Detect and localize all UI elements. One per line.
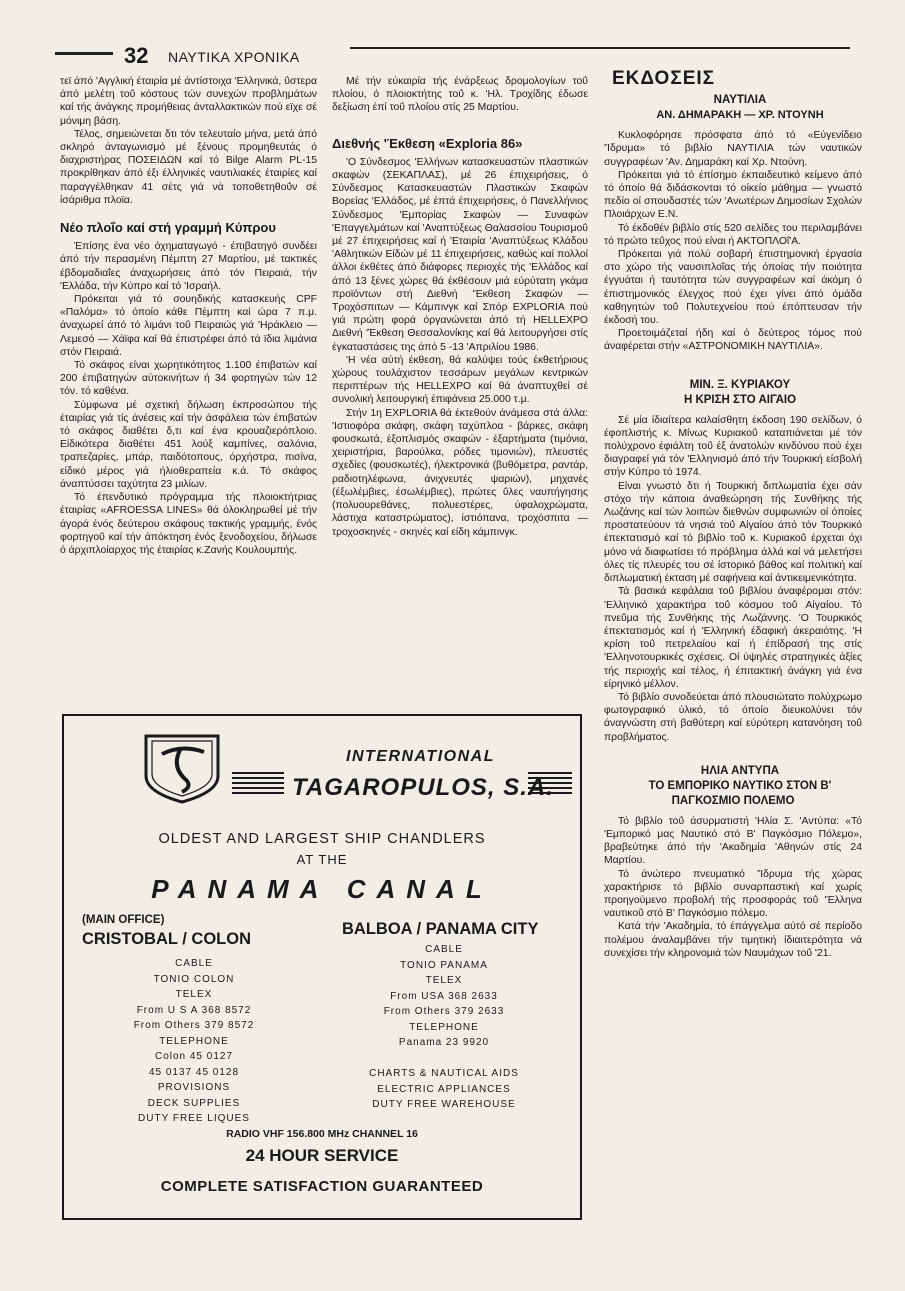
ad-right-contact	[354, 942, 534, 1113]
book-title: ΤΟ ΕΜΠΟΡΙΚΟ ΝΑΥΤΙΚΟ ΣΤΟΝ Β' ΠΑΓΚΟΣΜΙΟ ΠΟΛΕΜΟ	[648, 779, 832, 807]
column-3	[604, 68, 862, 960]
paragraph: Κατά τήν 'Ακαδημία, τό έπάγγελμα αύτό σέ περίοδο πολέμου άναλαμβάνει τήν τιμητική ίδιαιτερότητα νά συνεχίσει τήν κληρονομιά τών Ναυμάχων τοΰ '21.	[604, 921, 862, 959]
contact-line: DUTY FREE WAREHOUSE	[372, 1099, 516, 1110]
ad-radio: RADIO VHF 156.800 MHz CHANNEL 16	[226, 1128, 418, 1140]
paragraph: Μέ τήν εύκαιρία τής ένάρξεως δρομολογίων τοΰ πλοίου, ό πλοιοκτήτης τοΰ κ. 'Ηλ. Τροχίδης έδωσε δεξίωση έπί τοΰ πλοίου στίς 25 Μαρτίου.	[332, 76, 588, 114]
paragraph: Στήν 1η EXPLORIA θά έκτεθούν άνάμεσα στά άλλα: 'Ιστιοφόρα σκάφη, σκάφη ταχύπλοα - βάρκες, σκάφη φουσκωτά, έξοπλισμός σκαφών - έξαρτήματα (τιμόνια, χειριστήρια, βαρούλκα, ρόδες τιμονιών), πλευστές σχεδίες (φουσκωτές), ήλεκτρονικά (βυθόμετρα, ραντάρ, ραδιοτηλέφωνα, άνιχνευτές ψαριών), μηχανές (έξωλέμβιες, έσωλέμβιες), πρώτες ΰλες ναυπήγησης (πολυουρεθάνες, πολυεστέρες, ύφαλοχρώματα, λάστιχα καταστρώματος), ίστιόπανα, τροχόσπιτα — τροχοσκηνές - σκηνές καί είδη κάμπινγκ.	[332, 407, 588, 538]
contact-line: CHARTS & NAUTICAL AIDS	[369, 1068, 519, 1079]
paragraph: Τό έπενδυτικό πρόγραμμα τής πλοιοκτήτριας έταιρίας «AFROESSA LINES» θά όλοκληρωθεί μέ τήν άγορά ένός δεύτερου σκάφους τακτικής γραμμής, ένός φορτηγοΰ καί τήν άπόκτηση ένός ξενοδοχείου, δήλωσε ό άρχιπλοίαρχος τής έταιρίας κ.Ζανής Κουλουμπής.	[60, 492, 317, 556]
contact-line: DECK SUPPLIES	[147, 1097, 241, 1109]
paragraph: Κυκλοφόρησε πρόσφατα άπό τό «Εύγενίδειο 'Ίδρυμα» τό βιβλίο ΝΑΥΤΙΛΙΑ τών ναυτικών συγγραφέων 'Αν. Δημαράκη καί Χρ. Ντούνη.	[604, 130, 862, 168]
ad-panama-canal: PANAMA CANAL	[151, 874, 493, 904]
article-heading: Νέο πλοΐο καί στή γραμμή Κύπρου	[60, 220, 276, 236]
paragraph: 'Ο Σύνδεσμος 'Ελλήνων κατασκευαστών πλαστικών σκαφών (ΣΕΚΑΠΛΑΣ), μέ 26 έπιχειρήσεις, ό Σύνδεσμος Κατασκευαστών Πλαστικών Σκαφών Βορείας 'Ελλάδος, μέ έπτά έπιχειρήσεις, ό Πανελλήνιος Σύνδεσμος 'Εμπορίας Σκαφών — Συναφών 'Επαγγελμάτων καί 'Αναπτύξεως Θαλασσίου Τουρισμοΰ μέ 27 έπιχειρήσεις καί ή 'Εταιρία 'Αναπτύξεως Κλάδου 'Αθλητικών Είδών μέ 11 έπιχειρήσεις, καθώς καί πολλοί άλλοι έκθέτες άπό διάφορες περιοχές τής 'Ελλάδος καί άπό 13 ξένες χώρες θά έκθέσουν μιά εύρύτατη γκάμα προϊόντων στή Διεθνή 'Έκθεση Σκαφών — Τροχόσπιτων — Κάμπινγκ καί Σπόρ EXPLORIA πού γιά πρώτη φορά όργανώνεται άπό τή HELLEXPO Διεθνή 'Έκθεση Θεσσαλονίκης καί θά λειτουργήσει στίς έγκαταστάσεις της άπό 5 -13 'Απριλίου 1986.	[332, 156, 588, 353]
paragraph: Πρόκειται γιά τό σουηδικής κατασκευής CPF «Παλόμα» τό όποίο κάθε Πέμπτη καί ώρα 7 π.μ. άναχωρεί άπό τό λιμάνι τοΰ Πειραιώς γιά 'Ηράκλειο — Λεμεσό — Χάϊφα καί θά έπιστρέφει άπό τά ϊδια λιμάνια στόν Πειραιά.	[60, 294, 317, 358]
ad-balboa: BALBOA / PANAMA CITY	[342, 920, 539, 938]
contact-line: TELEX	[425, 975, 463, 986]
paragraph: Τό βιβλίο τοΰ άσυρματιστή 'Ηλία Σ. 'Αντύπα: «Τό 'Εμπορικό μας Ναυτικό στό Β' Παγκόσμιο Πόλεμο», βραβεύτηκε άπό τήν 'Ακαδημία 'Αθηνών στίς 24 Μαρτίου.	[604, 815, 862, 867]
header-rule-left	[55, 52, 113, 55]
column-2	[332, 75, 588, 539]
paragraph: Προετοιμάζεταί ήδη καί ό δεύτερος τόμος πού άναφέρεται στήν «ΑΣΤΡΟΝΟΜΙΚΗ ΝΑΥΤΙΛΙΑ».	[604, 328, 862, 353]
paragraph: Τό έκδοθέν βιβλίο στίς 520 σελίδες του περιλαμβάνει τό πρώτο τεΰχος πού είναι ή ΑΚΤΟΠΛΟΐ'Α.	[604, 222, 862, 247]
ad-international: INTERNATIONAL	[346, 748, 495, 765]
paragraph: Πρόκειται γιά πολύ σοβαρή έπιστημονική έργασία στο χώρο τής ναυσιπλοΐας τής όποίας τήν ποιότητα έγγυάται ή ταυτότητα τών συγγραφέων καί άκόμη ό έπιστημονικός έλεγχος πού έχει γίνει άπό όμάδα καθηγητών τοΰ Πολυτεχνείου πού έπόπτευσαν τήν έκδοσή του.	[604, 249, 862, 327]
advertisement	[62, 714, 582, 1220]
book-title: ΝΑΥΤΙΛΙΑ	[713, 94, 767, 107]
book-title: Η ΚΡΙΣΗ ΣΤΟ ΑΙΓΑΙΟ	[683, 393, 797, 406]
book-author: ΜΙΝ. Ξ. ΚΥΡΙΑΚΟΥ	[689, 378, 791, 391]
ad-left-contact	[104, 956, 284, 1127]
book-authors: ΑΝ. ΔΗΜΑΡΑΚΗ — ΧΡ. ΝΤΟΥΝΗ	[656, 109, 824, 122]
paragraph: Σύμφωνα μέ σχετική δήλωση έκπροσώπου τής έταιρίας γιά τίς άνέσεις καί τήν άσφάλεια τών έπιβατών τό σκάφος διαθέτει δ,τι καί ένα κρουαζιερόπλοιο. Είδικότερα διαθέτει 451 λούξ καμπίνες, σαλόνια, τραπεζαρίες, μπάρ, παιδότοπους, όρχήστρα, πισίνα, είδικό μέρος γιά ήλιοθεραπεία κ.ά. Τό σκάφος άναπτύσσει ταχύτητα 23 μιλίων.	[60, 399, 317, 490]
book-author: ΗΛΙΑ ΑΝΤΥΠΑ	[700, 764, 780, 777]
contact-line: ELECTRIC APPLIANCES	[377, 1083, 511, 1095]
contact-line	[354, 1051, 534, 1067]
contact-line: Panama 23 9920	[398, 1037, 490, 1048]
article-heading: Διεθνής 'Έκθεση «Exploria 86»	[332, 135, 523, 151]
ad-tagline: OLDEST AND LARGEST SHIP CHANDLERS	[158, 831, 486, 847]
paragraph: 'Η νέα αύτή έκθεση, θά καλύψει τούς έκθετήριους χώρους τουλάχιστον τεσσάρων μεγάλων κεντρικών περιπτέρων τής HELLEXPO καί θά άναπτυχθεί σέ συνολική λειτουργική έπιφάνεια 25.000 τ.μ.	[332, 354, 588, 406]
paragraph: τεϊ άπό 'Αγγλική έταιρία μέ άντίστοιχα 'Ελληνικά, ΰστερα άπό μελέτη τοΰ κόστους τών συνεχών προβλημάτων καί τής άνάγκης προμήθειας άνταλλακτικών πού εϊχε σέ μόνιμη βάση.	[60, 76, 317, 127]
publication-name: ΝΑΥΤΙΚΑ ΧΡΟΝΙΚΑ	[168, 49, 300, 65]
ad-main-office: (MAIN OFFICE)	[82, 914, 165, 926]
contact-line: From U S A 368 8572	[136, 1004, 252, 1016]
contact-line: Colon 45 0127	[154, 1051, 234, 1062]
contact-line: TELEPHONE	[159, 1035, 229, 1047]
section-title: ΕΚΔΟΣΕΙΣ	[612, 68, 716, 89]
paragraph: Πρόκειται γιά τό έπίσημο έκπαιδευτικό κείμενο άπό τό όποίο θά διδάσκονται τό οίκείο μάθημα — γνωστό πεδίο οί σπουδαστές τών 'Ανωτέρων Δημοσίων Σχολών Πλοιάρχων Ε.Ν.	[604, 169, 862, 221]
paragraph: Τά βασικά κεφάλαια τοΰ βιβλίου άναφέρομαι στόν: 'Ελληνικό χαρακτήρα τοΰ κόσμου τοΰ Αίγαίου. Τό πνεΰμα τής Συνθήκης τής Λωζάννης. 'Ο Τουρκικός έπεκτατισμός καί ή 'Ελληνική έδαφική άκεραιότης. 'Η κρίση τοΰ πετρελαίου καί ή έπίδρασή της στίς 'Ελληνοτουρκικές σχέσεις. Οί ύψηλές στρατηγικές άξίες τής περιοχής καί τέλος, ή έπιτακτική άνάγκη γιά ένα είρηνικό μέλλον.	[604, 586, 862, 690]
contact-line: TONIO PANAMA	[400, 959, 488, 971]
paragraph: Έπίσης ένα νέο όχηματαγωγό - έπιβατηγό συνδέει άπό τήν περασμένη Πέμπτη 27 Μαρτίου, μέ τακτικές έβδομαδιαΐες άναχωρήσεις άπό τόν Πειραιά, τήν 'Ελλάδα, τήν Κύπρο καί τό 'Ισραήλ.	[60, 241, 317, 292]
contact-line: DUTY FREE LIQUES	[138, 1113, 250, 1124]
contact-line: From Others 379 2633	[383, 1006, 505, 1017]
company-logo	[142, 732, 222, 804]
header-rule-right	[350, 47, 850, 49]
ad-company-name: TAGAROPULOS, S.A.	[292, 774, 554, 801]
paragraph: Τό σκάφος είναι χωρητικότητος 1.100 έπιβατών καί 200 έπιβατηγών αύτοκινήτων ή 34 φορτηγών τών 12 τόν. τό καθένα.	[60, 360, 317, 398]
paragraph: Τό βιβλίο συνοδεύεται άπό πλουσιώτατο πολύχρωμο φωτογραφικό ύλικό, τό όποίο διευκολύνει τόν άναγνώστη στή βαθύτερη καί εύρύτερη κατανόηση τοΰ προβλήματος.	[604, 691, 862, 743]
ad-at-the: AT THE	[296, 852, 348, 867]
ad-24-hour-service: 24 HOUR SERVICE	[245, 1146, 399, 1165]
contact-line: TONIO COLON	[153, 973, 235, 985]
contact-line: From Others 379 8572	[133, 1020, 255, 1031]
contact-line: From USA 368 2633	[390, 990, 498, 1002]
ad-guarantee: COMPLETE SATISFACTION GUARANTEED	[160, 1178, 484, 1195]
paragraph: Σέ μία ίδιαίτερα καλαίσθητη έκδοση 190 σελίδων, ό έφοπλιστής κ. Μίνως Κυριακοΰ καταπιάνεται μέ τόν πολύχρονο έφιάλτη τοΰ έξ άνατολών κινδύνου πού έχει διαγραφεί γιά τόν 'Ελληνισμό άπό τήν Τουρκική είσβολή στήν Κύπρο τό 1974.	[604, 414, 862, 479]
ad-cristobal: CRISTOBAL / COLON	[82, 930, 251, 948]
contact-line: PROVISIONS	[157, 1082, 231, 1093]
paragraph: Τέλος, σημειώνεται δτι τόν τελευταίο μήνα, μετά άπό σκληρό άνταγωνισμό μέ ξένους προμηθευτάς ό διαχριστήρας ΠΟΣΕΙΔΩΝ καί τό Bilge Alarm PL-15 προκρίθηκαν άπό έξι έλληνικές ναυτιλιακές έταιρίες καί παραγγέλθηκαν 41 σέτς γιά νά τοποθετηθοΰν σέ ίσάριθμα πλοϊα.	[60, 128, 317, 206]
contact-line: CABLE	[425, 944, 463, 955]
paragraph: Τό άνώτερο πνευματικό 'Ίδρυμα τής χώρας χαρακτήρισε τό βιβλίο συναρπαστική καί χωρίς προηγούμενο προβολή τής προσφοράς τοΰ 'Έλληνα ναυτικοΰ στό Β' Παγκόσμιο πόλεμο.	[604, 868, 862, 920]
page-number: 32	[124, 43, 149, 68]
column-1	[60, 75, 317, 557]
contact-line: CABLE	[175, 958, 213, 969]
paragraph: Είναι γνωστό δτι ή Τουρκική διπλωματία έχει σάν στόχο τήν κάποια άναθεώρηση τής Συνθήκης τής Λωζάνης καί τών λοιπών διεθνών συμφωνιών οί όποίες προστατεύουν τά νησιά τοΰ Αίγαίου άπό τόν Τουρκικό έπεκτατισμό καί τό βιβλίο τοΰ κ. Κυριακοΰ έρχεται όχι μόνο νά διαφωτίσει τό πρόβλημα άλλά καί νά μελετήσει όλες τίς πλευρές του σέ ίστορικό βάθος καί πολιτική καί διπλωματική έκταση μέ σαφήνεια καί άντικειμενικότητα.	[604, 480, 862, 585]
contact-line: TELEPHONE	[409, 1021, 479, 1033]
contact-line: TELEX	[175, 989, 213, 1000]
contact-line: 45 0137 45 0128	[148, 1066, 240, 1078]
decorative-stripes	[232, 772, 284, 798]
